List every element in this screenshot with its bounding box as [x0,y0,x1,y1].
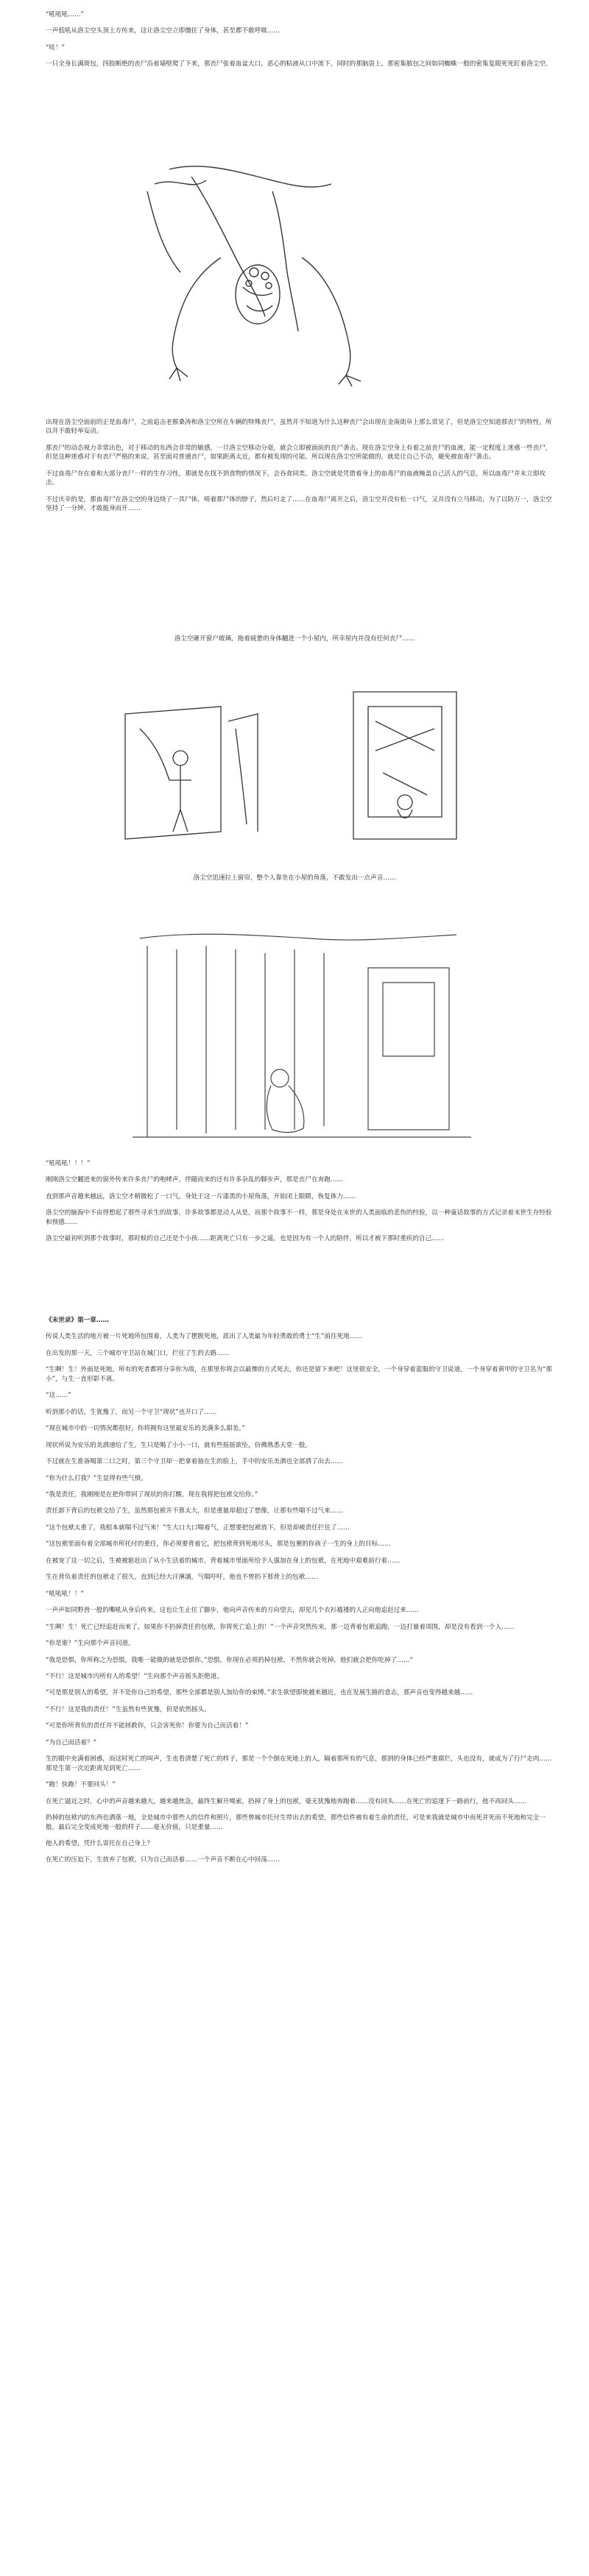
paragraph: 刚刚洛尘空翻进来的窗外传来许多丧尸的咆哮声，伴随而来的还有许多杂乱的脚步声，那是丧尸在奔跑…… [46,1176,343,1184]
paragraph: 在死亡逼近之时，心中的声音越来越大，越来越焦急，最终生解开绳索，扔掉了身上的包袱，毫无犹豫地奔跑着……没有回头……在死亡的追逐下一路前行，他不再回头…… [46,1797,527,1805]
text-block-3 [0,634,589,651]
paragraph: 一声声如同野兽一般的嘶吼从身后传来，这也让生止住了脚步，他向声音传来的方向望去，却见几个衣衫褴褛的人正向他追赶过来…… [46,1607,420,1615]
paragraph: 他人的希望，凭什么寄托在自己身上？ [46,1839,154,1847]
window-illustration [110,684,486,854]
paragraph: 不过庆幸的是，那血毒尸在洛尘空的身边绕了一具尸体，啃着那尸体的脖子，然后叼走了……在血毒尸离开之后，洛尘空并没有松一口气，又并没有立马移动，为了以防万一，洛尘空坚持了一分钟，才敢挺身而开…… [46,495,552,513]
text-block-1 [46,10,554,77]
paragraph: 一声低吼从洛尘空头顶上方传来，这让洛尘空立即僵住了身体，甚至都不敢呼吸…… [46,27,280,35]
paragraph: “你是谁？”生向那个声音问道。 [46,1640,135,1648]
paragraph: “现在城市中的一切情况都很好，你将拥有这里最安乐的美满多么甜美。” [46,1425,246,1433]
paragraph: “我是责任，我刚刚是在把你带回了现状的你打醒，现在我将把包袱交给你。” [46,1490,258,1498]
paragraph: “这个包袱太重了，我根本就喘不过气来！”生大口大口喘着气，正想要把包袱放下，但是却被责任拦住了…… [46,1524,350,1532]
paragraph: “这……” [46,1392,71,1400]
paragraph: “吼吼吼……” [46,11,84,18]
paragraph: 生在背负着责任的包袱走了很久，直到已经大汗淋漓，气喘吁吁，他也不曾扔下那背上的包袱…… [46,1574,318,1582]
text-block-2 [46,418,554,521]
paragraph: 生的眼中充满着困惑，而这时死亡的叫声，生也看清楚了死亡的样子，那是一个个倒在死地上的人，隔着那所有的气息，那到的身体已经严重腐烂，头也没有，就成为了行尸走肉……那是生第一次近距离见到死亡…… [46,1755,552,1772]
paragraph: “哇！” [46,43,66,52]
paragraph: 一只全身长满斑包，四肢断绝的丧尸沿着墙壁爬了下来，那丧尸张着血盆大口，恶心的粘液从口中流下，同时的那脑袋上，那密集脓包之间如同蜘蛛一般的密集复眼死死盯着洛尘空。 [46,60,552,68]
paragraph: 不过血毒尸存在着和大部分丧尸一样的生存习性，那就是在找不到食物的情况下，会吞食同类。洛尘空就是凭借着身上的血毒尸的血液掩盖自己活人的气息，所以血毒尸并未立即攻击。 [46,470,546,487]
paragraph: “为自己而活着？” [46,1738,97,1747]
paragraph: 洛尘空迅速拉上窗帘，整个人靠坐在小屋的角落，不敢发出一点声音…… [193,874,396,882]
paragraph: “不行！这是我的责任！”生虽然有些犹豫，但是依然摇头。 [46,1705,211,1713]
paragraph: 那丧尸的动态视力非常出色，对于移动的东西会非常的敏感，一旦洛尘空移动分毫，就会立即被面前的丧尸袭击。现在洛尘空身上有着之前丧尸的血液，能一定程度上迷惑一些丧尸，但是这种迷惑对于有丧尸严格的来说，甚至面对普通丧尸，如果距离太近，都有被发现的可能。所以现在洛尘空所能做的，就是让自己不动，避免被血毒尸袭击。 [46,444,552,461]
paragraph: “吼吼吼！！！” [46,1160,91,1167]
paragraph: 不过就在生准备喝第二口之时，第三个守卫却一把拿着抽在生的脸上，手中的安乐美酒也全部洒了出去…… [46,1458,343,1466]
paragraph: 扔掉的包袱内的东西也洒落一地，全是城市中那些人的信件和照片，那些曾城市托付生带出去的希望，那些信件被有着生命的责任，可是来我就是城市中而死并死而不死地和完全一般，最后完全变成死地一般的样子……毫无价值，只是重量…… [46,1814,546,1831]
paragraph: 洛尘空砸开窗户玻璃，拖着疲惫的身体翻进一个小屋内，所幸屋内并没有任何丧尸…… [174,635,415,643]
paragraph: 听到那小的话，生犹豫了，而另一个守卫“现状”也开口了…… [46,1408,217,1416]
paragraph: 出现在洛尘空面前的正是血毒尸，之前追击老猴桑涛和洛尘空所在车辆的特殊丧尸，虽然并不知道为什么这种丧尸会出现在金南街阜上那么常见了，但是洛尘空知道那丧尸的特性，所以并不敢轻举妄动。 [46,419,552,436]
paragraph: “你为什么打我？”生显得有些气愤。 [46,1474,147,1482]
paragraph: 在被宠了这一切之后，生被被驱赶出了从小生活着的城市，背着城市里面所给予人强加在身上的包袱，在死地中艰难前行着…… [46,1557,401,1565]
paragraph: “生啊！生！外面是死地，所有的死者都将分享你为敌，在那里你将会以最惨的方式死去，你还是留下来吧！这里很安全，一个身穿着蓝服的守卫说道，一个身穿着黄甲的守卫名为“那小”，与生一直形影不离。 [46,1366,552,1383]
zombie-illustration [110,147,375,390]
room-illustration [133,909,471,1152]
paragraph: “不行！这是城市内所有人的希望！”生向那个声音摇头拒绝道。 [46,1672,223,1680]
paragraph: “可是那是别人的希望，并不是你自己的希望，那些全部都是别人加给你的束缚。”求生欲望即使越来越近，也在发展生路的意志，那声音也变得越来越…… [46,1689,473,1697]
paragraph: “这包袱里面有着全部城市所托付的重任，你必须要背着它，把包袱背到死地尽头，那是包裹的你孩子一生的身上的目标…… [46,1540,391,1549]
paragraph: 洛尘空最初听到那个故事时，那时候的自己还是个小孩……距离死亡只有一步之遥，也是因为有一个人的陪伴，所以才被下那时重疾的自己…… [46,1235,445,1243]
paragraph: 直到那声音越来越远，洛尘空才稍微松了一口气，身处于这一片漆黑的小屋角落，开始闭上眼睛，恢复体力…… [46,1192,356,1200]
paragraph: 洛尘空的脑海中不由得想起了那些寻求生的故事，许多故事都是动人从是，而那个故事不一样，那是身处在末世的人类面临的悲伤的经验，以一种童话故事的方式记录着末世生存经验和预感…… [46,1209,552,1226]
paragraph: 责任卸下背后的包袱交给了生，虽然那包袱并不算太大，但是重量却超过了想像，让那有些喘不过气来…… [46,1507,343,1515]
text-block-4 [0,874,589,890]
paragraph: “吼吼吼！！” [46,1590,84,1598]
paragraph: 在死亡的压迫下，生放弃了包袱，只为自己而活着……一个声音不断在心中回荡…… [46,1856,280,1864]
paragraph: 现状所说为安乐的美酒递给了生，生只是喝了小小一口，就有些摇摇欲坠，仿佛熟悉天堂一般。 [46,1441,311,1449]
text-block-5 [46,1159,554,1251]
paragraph: “跑！快跑！不要回头！” [46,1781,116,1789]
paragraph: 在出发的那一天，三个城市守卫站在城门口，拦住了生的去路…… [46,1349,230,1357]
paragraph: 传说人类生活的地方被一片死地所包围着，人类为了摆脱死地，派出了人类最为年轻勇敢的勇士“生”前往死地…… [46,1333,363,1341]
story-title: 《末世录》第一章…… [46,1317,109,1324]
paragraph: “可是你所背负的责任并不能拯救你，只会害死你！你要为自己而活着！” [46,1722,249,1730]
story-block [46,1316,554,1872]
paragraph: “生啊！生！死亡已经追赶而来了，如果你不扔掉责任的包袱，你将死亡追上的！”一个声音突然传来，那一边背着包袱追跑，一边打量着周围，却是没有看到一个人…… [46,1623,515,1631]
paragraph: “我是恐惧，你所称之为恐惧，我唯一能做的就是恐惧你。”恐惧，你现在必须扔掉包袱，不然你就会死掉，他们就会把你吃掉了……” [46,1656,413,1664]
